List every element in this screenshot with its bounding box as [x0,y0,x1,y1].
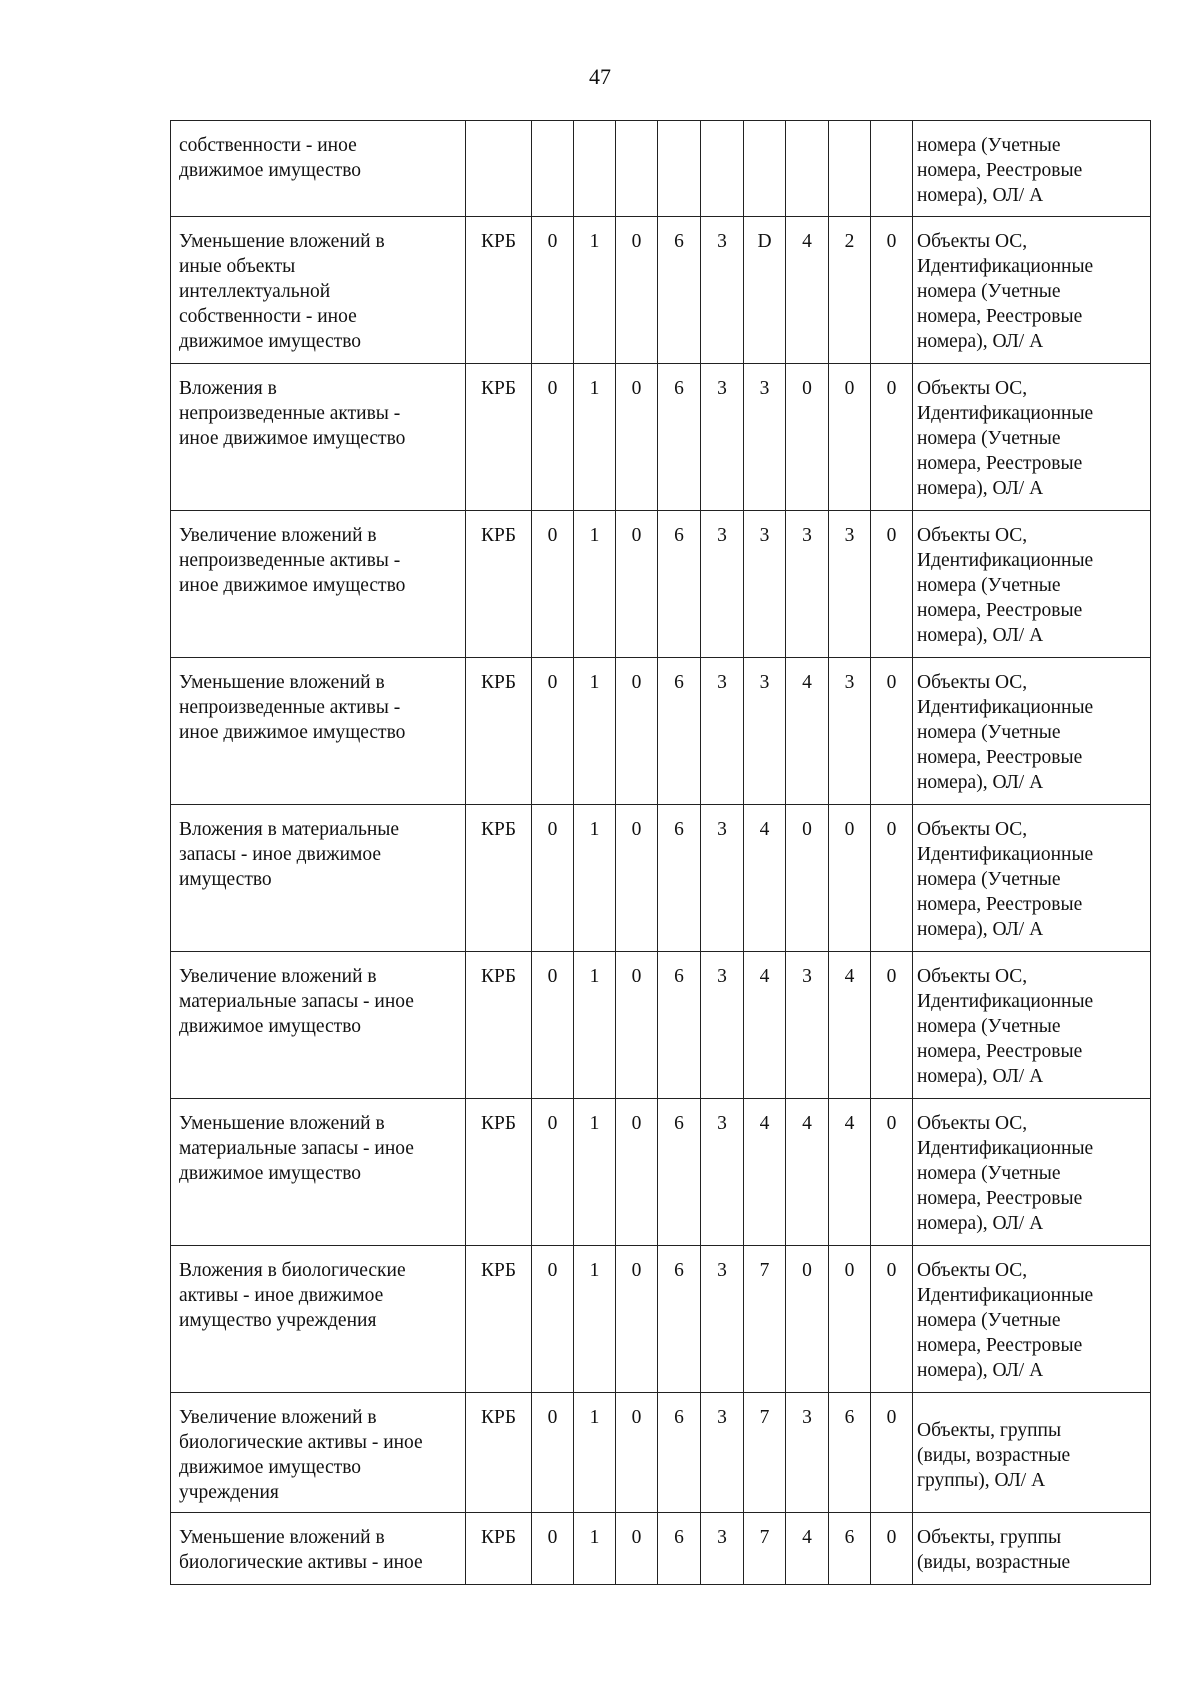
account-name-line: Уменьшение вложений в [179,1527,385,1548]
account-name-line: интеллектуальной [179,281,331,302]
account-name-line: Вложения в биологические [179,1260,406,1281]
analytics-line: Объекты, группы [917,1527,1062,1548]
analytics-line: Объекты ОС, [917,1113,1028,1134]
account-digit-cell: 6 [658,1393,701,1513]
account-digit-cell: 3 [701,658,744,805]
account-digit-cell: 4 [829,1099,871,1246]
account-digit-cell: 3 [701,511,744,658]
account-digit-cell: 0 [616,1393,658,1513]
analytics-line: номера), ОЛ/ А [917,1360,1044,1381]
analytics-line: Идентификационные [917,991,1094,1012]
account-digit-cell: 3 [829,511,871,658]
analytics-cell [913,1099,1151,1246]
account-digit-cell: 6 [658,511,701,658]
analytics-line: номера, Реестровые [917,747,1083,768]
analytics-line: номера), ОЛ/ А [917,625,1044,646]
account-digit-cell: D [744,217,786,364]
table-row [171,217,1151,364]
account-name-line: Уменьшение вложений в [179,1113,385,1134]
analytics-line: номера), ОЛ/ А [917,1066,1044,1087]
account-digit-cell: 0 [616,952,658,1099]
account-digit-cell: 6 [658,217,701,364]
account-digit-cell: 0 [616,364,658,511]
account-name-line: иные объекты [179,256,296,277]
account-name-line: Уменьшение вложений в [179,672,385,693]
analytics-cell [913,217,1151,364]
account-name-cell [171,511,466,658]
account-digit-cell: 3 [744,511,786,658]
analytics-line: номера (Учетные [917,428,1061,449]
analytics-line: номера, Реестровые [917,1335,1083,1356]
analytics-line: (виды, возрастные [917,1552,1071,1573]
analytics-line: Идентификационные [917,403,1094,424]
account-digit-cell: 0 [532,1099,574,1246]
analytics-cell [913,952,1151,1099]
code-cell: КРБ [466,1393,532,1513]
account-digit-cell [871,121,913,217]
analytics-line: номера (Учетные [917,575,1061,596]
account-name-line: Вложения в [179,378,277,399]
account-digit-cell: 3 [786,952,829,1099]
analytics-line: Объекты ОС, [917,819,1028,840]
account-digit-cell: 3 [701,805,744,952]
analytics-line: Объекты ОС, [917,378,1028,399]
analytics-line: Объекты ОС, [917,672,1028,693]
analytics-line: Объекты ОС, [917,525,1028,546]
table-row [171,1513,1151,1585]
account-digit-cell: 7 [744,1393,786,1513]
account-digit-cell: 0 [616,217,658,364]
analytics-cell [913,511,1151,658]
analytics-line: Идентификационные [917,550,1094,571]
account-name-cell [171,658,466,805]
analytics-line: Идентификационные [917,1138,1094,1159]
account-name-line: имущество учреждения [179,1310,377,1331]
account-digit-cell: 3 [701,364,744,511]
analytics-line: номера, Реестровые [917,1041,1083,1062]
account-digit-cell: 3 [701,1246,744,1393]
account-name-cell [171,1246,466,1393]
table-body [171,121,1151,1585]
analytics-line: номера, Реестровые [917,600,1083,621]
code-cell: КРБ [466,511,532,658]
analytics-cell [913,1393,1151,1513]
analytics-line: Объекты, группы [917,1420,1062,1441]
account-digit-cell: 7 [744,1246,786,1393]
account-digit-cell: 0 [532,217,574,364]
account-name-line: учреждения [179,1482,279,1503]
account-digit-cell: 6 [658,1099,701,1246]
account-digit-cell: 3 [829,658,871,805]
account-name-line: непроизведенные активы - [179,550,401,571]
account-digit-cell: 4 [829,952,871,1099]
account-digit-cell [829,121,871,217]
table-row [171,1393,1151,1513]
account-digit-cell: 7 [744,1513,786,1585]
account-name-line: движимое имущество [179,160,362,181]
account-digit-cell: 3 [786,1393,829,1513]
account-name-line: движимое имущество [179,1016,362,1037]
account-digit-cell: 0 [532,1513,574,1585]
account-digit-cell: 3 [701,952,744,1099]
analytics-line: номера), ОЛ/ А [917,331,1044,352]
account-digit-cell: 1 [574,1513,616,1585]
account-name-cell [171,1393,466,1513]
account-name-line: Увеличение вложений в [179,525,377,546]
code-cell: КРБ [466,217,532,364]
account-digit-cell: 3 [701,1099,744,1246]
account-name-line: движимое имущество [179,331,362,352]
account-digit-cell: 0 [532,952,574,1099]
account-digit-cell: 0 [786,364,829,511]
analytics-line: Объекты ОС, [917,231,1028,252]
analytics-line: номера, Реестровые [917,453,1083,474]
account-digit-cell: 6 [658,1513,701,1585]
table-row [171,658,1151,805]
analytics-line: номера), ОЛ/ А [917,478,1044,499]
account-digit-cell: 4 [744,952,786,1099]
analytics-cell [913,364,1151,511]
analytics-line: Объекты ОС, [917,966,1028,987]
analytics-line: номера), ОЛ/ А [917,919,1044,940]
account-digit-cell: 6 [658,805,701,952]
analytics-line: номера (Учетные [917,1016,1061,1037]
account-digit-cell: 3 [744,658,786,805]
account-name-cell [171,121,466,217]
account-name-line: имущество [179,869,272,890]
code-cell: КРБ [466,1099,532,1246]
account-digit-cell: 1 [574,952,616,1099]
table-row [171,1246,1151,1393]
analytics-line: Идентификационные [917,697,1094,718]
account-name-line: биологические активы - иное [179,1552,423,1573]
account-digit-cell: 0 [616,805,658,952]
analytics-line: номера (Учетные [917,1163,1061,1184]
analytics-line: номера (Учетные [917,135,1061,156]
account-digit-cell: 0 [786,1246,829,1393]
accounts-table [170,120,1151,1585]
account-name-cell [171,217,466,364]
account-name-line: активы - иное движимое [179,1285,384,1306]
account-name-line: Увеличение вложений в [179,1407,377,1428]
account-digit-cell: 0 [871,1513,913,1585]
account-digit-cell: 1 [574,511,616,658]
analytics-line: группы), ОЛ/ А [917,1470,1046,1491]
table-row [171,952,1151,1099]
table-row [171,1099,1151,1246]
account-digit-cell: 0 [532,805,574,952]
account-digit-cell: 1 [574,364,616,511]
analytics-cell [913,658,1151,805]
account-digit-cell: 0 [616,1513,658,1585]
account-digit-cell: 3 [701,1393,744,1513]
account-name-line: иное движимое имущество [179,722,406,743]
account-digit-cell: 0 [871,217,913,364]
analytics-line: Объекты ОС, [917,1260,1028,1281]
account-digit-cell: 3 [701,1513,744,1585]
account-digit-cell: 0 [616,1099,658,1246]
account-name-line: непроизведенные активы - [179,697,401,718]
page-number: 47 [589,64,611,89]
account-digit-cell: 6 [658,952,701,1099]
account-digit-cell: 1 [574,1393,616,1513]
account-name-line: движимое имущество [179,1457,362,1478]
account-name-line: запасы - иное движимое [179,844,382,865]
account-digit-cell: 4 [744,1099,786,1246]
analytics-line: номера), ОЛ/ А [917,1213,1044,1234]
analytics-line: номера (Учетные [917,1310,1061,1331]
analytics-line: номера, Реестровые [917,1188,1083,1209]
analytics-cell [913,121,1151,217]
account-name-line: биологические активы - иное [179,1432,423,1453]
account-name-line: собственности - иное [179,306,357,327]
account-digit-cell: 0 [616,1246,658,1393]
code-cell: КРБ [466,364,532,511]
table-row [171,805,1151,952]
account-digit-cell: 6 [658,364,701,511]
account-name-line: Уменьшение вложений в [179,231,385,252]
account-digit-cell: 0 [532,511,574,658]
analytics-line: номера), ОЛ/ А [917,772,1044,793]
account-digit-cell: 1 [574,658,616,805]
account-digit-cell: 2 [829,217,871,364]
account-digit-cell: 4 [786,1099,829,1246]
analytics-line: номера (Учетные [917,869,1061,890]
analytics-line: номера (Учетные [917,281,1061,302]
account-digit-cell: 0 [616,658,658,805]
account-name-line: собственности - иное [179,135,357,156]
account-digit-cell: 6 [829,1393,871,1513]
account-digit-cell: 0 [871,805,913,952]
account-digit-cell: 0 [871,1099,913,1246]
account-digit-cell: 0 [871,364,913,511]
analytics-line: номера, Реестровые [917,306,1083,327]
account-digit-cell [616,121,658,217]
analytics-line: (виды, возрастные [917,1445,1071,1466]
account-digit-cell [701,121,744,217]
account-digit-cell: 4 [786,1513,829,1585]
analytics-line: Идентификационные [917,256,1094,277]
account-digit-cell: 6 [658,658,701,805]
account-digit-cell: 0 [871,658,913,805]
code-cell: КРБ [466,1246,532,1393]
code-cell: КРБ [466,805,532,952]
account-digit-cell: 3 [786,511,829,658]
account-digit-cell [744,121,786,217]
account-digit-cell: 0 [532,364,574,511]
account-digit-cell: 0 [786,805,829,952]
analytics-line: номера, Реестровые [917,894,1083,915]
account-name-line: движимое имущество [179,1163,362,1184]
account-digit-cell: 1 [574,805,616,952]
account-digit-cell: 0 [532,1246,574,1393]
account-digit-cell: 0 [829,364,871,511]
account-digit-cell: 0 [616,511,658,658]
account-digit-cell: 0 [829,1246,871,1393]
account-name-cell [171,364,466,511]
account-name-line: иное движимое имущество [179,428,406,449]
account-digit-cell: 0 [532,658,574,805]
table-row [171,364,1151,511]
account-digit-cell: 0 [532,1393,574,1513]
account-digit-cell: 3 [744,364,786,511]
code-cell [466,121,532,217]
analytics-line: номера, Реестровые [917,160,1083,181]
account-name-cell [171,1099,466,1246]
account-digit-cell: 0 [871,511,913,658]
table-row [171,121,1151,217]
account-digit-cell: 4 [786,217,829,364]
account-name-line: Увеличение вложений в [179,966,377,987]
code-cell: КРБ [466,952,532,1099]
analytics-line: Идентификационные [917,1285,1094,1306]
account-name-line: Вложения в материальные [179,819,400,840]
account-digit-cell: 6 [658,1246,701,1393]
analytics-line: номера (Учетные [917,722,1061,743]
analytics-cell [913,1246,1151,1393]
account-digit-cell [658,121,701,217]
account-name-line: иное движимое имущество [179,575,406,596]
account-digit-cell: 1 [574,217,616,364]
account-digit-cell: 0 [871,1393,913,1513]
account-digit-cell: 1 [574,1099,616,1246]
account-digit-cell: 0 [871,1246,913,1393]
account-digit-cell [574,121,616,217]
account-name-cell [171,952,466,1099]
account-name-cell [171,805,466,952]
account-name-line: непроизведенные активы - [179,403,401,424]
account-digit-cell: 1 [574,1246,616,1393]
account-digit-cell: 3 [701,217,744,364]
account-digit-cell: 4 [786,658,829,805]
analytics-line: Идентификационные [917,844,1094,865]
code-cell: КРБ [466,658,532,805]
account-digit-cell: 0 [871,952,913,1099]
account-digit-cell: 4 [744,805,786,952]
analytics-cell [913,1513,1151,1585]
account-digit-cell: 6 [829,1513,871,1585]
analytics-line: номера), ОЛ/ А [917,185,1044,206]
analytics-cell [913,805,1151,952]
account-name-cell [171,1513,466,1585]
account-digit-cell [532,121,574,217]
account-name-line: материальные запасы - иное [179,1138,414,1159]
code-cell: КРБ [466,1513,532,1585]
account-digit-cell [786,121,829,217]
account-digit-cell: 0 [829,805,871,952]
table-row [171,511,1151,658]
account-name-line: материальные запасы - иное [179,991,414,1012]
